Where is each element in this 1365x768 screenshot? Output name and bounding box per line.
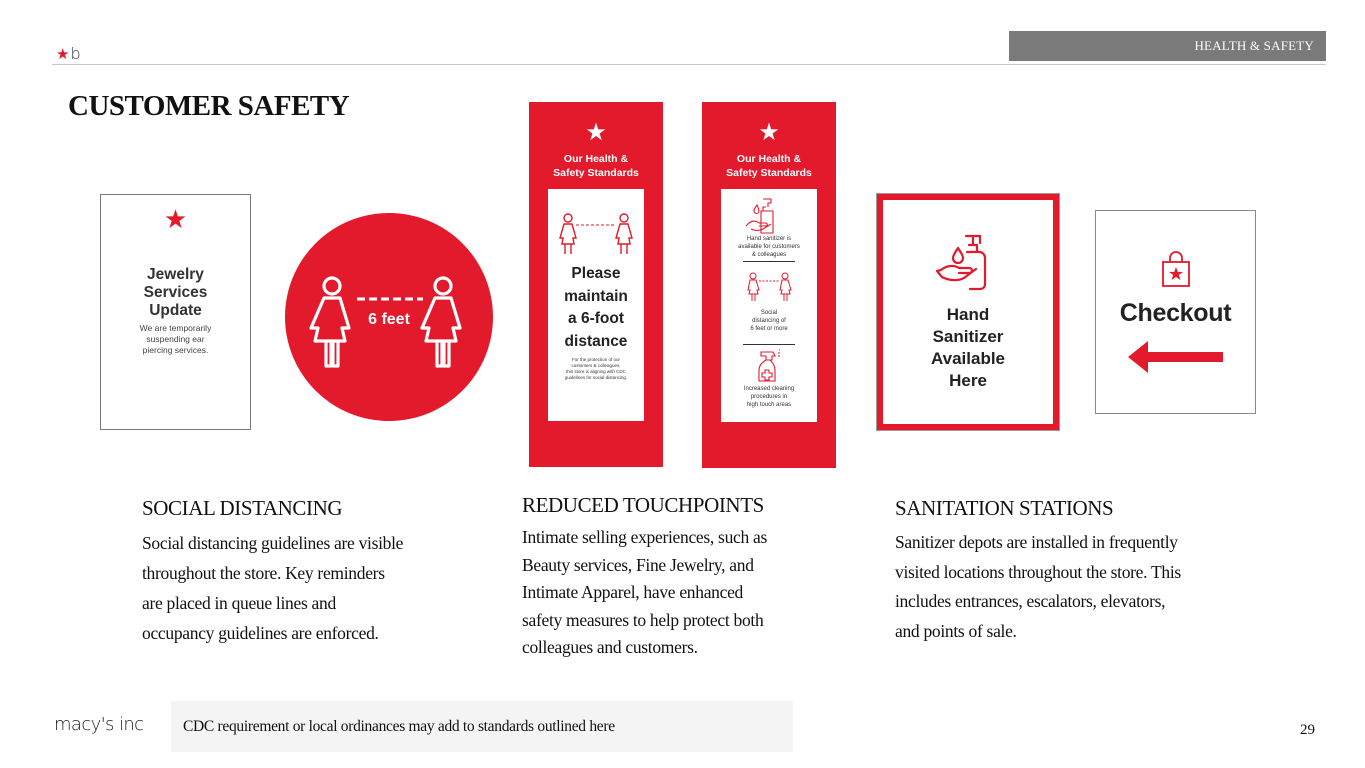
- title-line: Update: [149, 302, 202, 319]
- sanitizer-standard-text: [721, 235, 817, 259]
- message-line: distance: [564, 332, 628, 350]
- macys-inc-logo: macy's inc: [54, 714, 144, 735]
- logo-letter: b: [70, 44, 81, 63]
- standard-line: Social: [760, 310, 778, 316]
- standard-line: high touch areas: [746, 402, 792, 408]
- section-body: [895, 528, 1275, 646]
- fine-print-line: customers & colleagues,: [571, 363, 621, 368]
- banner-panel: [721, 189, 817, 422]
- body-line: piercing services.: [142, 345, 209, 355]
- section-body: [522, 524, 872, 662]
- reduced-touchpoints-section: [522, 491, 872, 662]
- checkout-sign-image: [1095, 210, 1256, 414]
- shopping-bag-icon: [1161, 251, 1191, 287]
- section-body: [142, 528, 492, 648]
- section-heading: REDUCED TOUCHPOINTS: [522, 493, 764, 517]
- jewelry-sign-title: [101, 266, 250, 320]
- distance-banner-image: [529, 102, 663, 467]
- header-line: Our Health &: [563, 153, 629, 165]
- title-line: Hand: [946, 305, 990, 324]
- title-line: Services: [143, 284, 208, 301]
- hand-sanitizer-sign-title: [883, 304, 1053, 392]
- banner-header: [529, 152, 663, 180]
- hand-sanitizer-icon: [746, 199, 773, 233]
- footer-note-text: CDC requirement or local ordinances may add to standards outlined here: [183, 717, 615, 735]
- banner-header: [702, 152, 836, 180]
- section-tab: [1009, 31, 1326, 61]
- message-line: a 6-foot: [568, 310, 624, 327]
- header-line: Safety Standards: [553, 167, 639, 179]
- divider: [743, 344, 795, 345]
- page-number: 29: [1300, 722, 1315, 738]
- jewelry-sign-body: [101, 323, 250, 356]
- title-line: Jewelry: [147, 266, 204, 283]
- body-line: suspending ear: [146, 334, 205, 344]
- body-line: includes entrances, escalators, elevators,: [895, 591, 1166, 611]
- page-title: CUSTOMER SAFETY: [68, 90, 350, 122]
- fine-print-line: For the protection of our: [571, 357, 621, 362]
- social-distancing-section: [142, 494, 492, 648]
- body-line: and points of sale.: [895, 620, 1017, 641]
- spray-bottle-icon: [759, 350, 780, 381]
- standard-line: & colleagues: [751, 252, 787, 258]
- two-people-icon: [548, 189, 644, 259]
- section-heading: SOCIAL DISTANCING: [142, 496, 343, 520]
- body-line: Intimate Apparel, have enhanced: [522, 582, 744, 602]
- jewelry-sign-image: [100, 194, 251, 430]
- star-icon: ★: [163, 205, 188, 235]
- banner-panel: [548, 189, 644, 421]
- body-line: We are temporarily: [139, 323, 212, 333]
- standard-line: available for customers: [738, 244, 800, 250]
- six-feet-label: 6 feet: [368, 311, 410, 328]
- hand-sanitizer-sign-image: [877, 194, 1059, 430]
- arrow-left-icon: [1128, 339, 1224, 375]
- fine-print-line: guidelines for social distancing.: [564, 375, 628, 380]
- footer-note: [171, 701, 793, 752]
- divider: [743, 261, 795, 262]
- title-line: Available: [930, 349, 1006, 368]
- hand-sanitizer-icon: [931, 234, 1001, 294]
- standard-line: Hand sanitizer is: [746, 236, 792, 242]
- body-line: are placed in queue lines and: [142, 593, 336, 613]
- star-icon: ★: [758, 118, 780, 146]
- message-line: maintain: [564, 287, 628, 305]
- standard-line: 6 feet or more: [750, 326, 788, 332]
- standards-banner-image: [702, 102, 836, 468]
- two-people-icon: [748, 273, 791, 301]
- body-line: Sanitizer depots are installed in frequently: [895, 532, 1178, 552]
- header-line: Safety Standards: [726, 167, 812, 179]
- section-heading: SANITATION STATIONS: [895, 496, 1114, 520]
- title-line: Sanitizer: [932, 327, 1004, 346]
- checkout-sign-title: Checkout: [1119, 299, 1232, 327]
- section-label: HEALTH & SAFETY: [1194, 38, 1314, 53]
- brand-logo: [56, 44, 81, 64]
- cleaning-standard-text: [721, 385, 817, 409]
- body-line: safety measures to help protect both: [522, 609, 764, 630]
- body-line: throughout the store. Key reminders: [142, 563, 385, 583]
- title-line: Here: [949, 371, 987, 390]
- distancing-standard-text: [721, 309, 817, 333]
- body-line: Social distancing guidelines are visible: [142, 533, 404, 553]
- body-line: Intimate selling experiences, such as: [522, 527, 767, 547]
- body-line: occupancy guidelines are enforced.: [142, 623, 379, 643]
- body-line: Beauty services, Fine Jewelry, and: [522, 554, 754, 575]
- message-line: Please: [571, 265, 621, 282]
- star-icon: ★: [585, 118, 607, 146]
- header-line: Our Health &: [736, 153, 802, 165]
- standard-line: Increased cleaning: [743, 386, 795, 392]
- star-icon: ★: [56, 44, 70, 63]
- standard-line: distancing of: [752, 318, 786, 324]
- sanitation-stations-section: [895, 494, 1275, 646]
- body-line: visited locations throughout the store. This: [895, 561, 1181, 582]
- banner-fine-print: [552, 357, 640, 381]
- fine-print-line: this store is aligning with CDC: [566, 369, 626, 374]
- six-feet-floor-decal: [285, 213, 493, 421]
- standard-line: procedures in: [750, 394, 788, 400]
- body-line: colleagues and customers.: [522, 637, 698, 657]
- banner-main-message: [548, 263, 644, 353]
- header-divider: [52, 64, 1326, 65]
